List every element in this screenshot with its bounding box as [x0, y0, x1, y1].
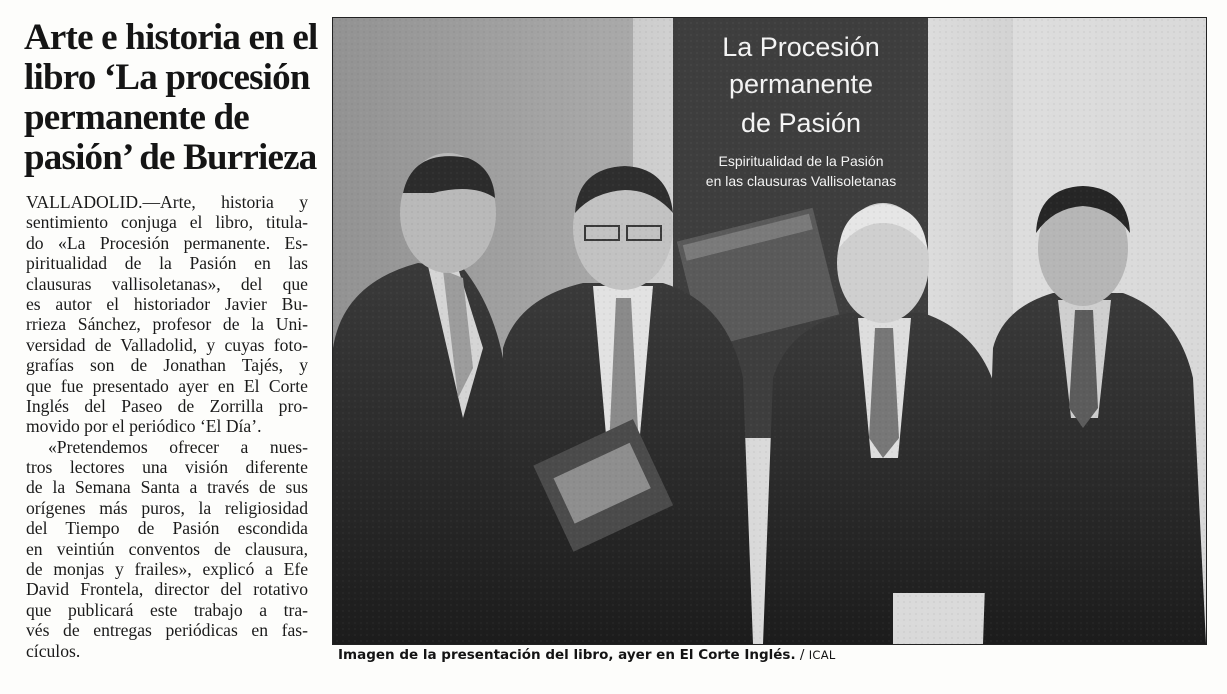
- headline-line: libro ‘La procesión: [24, 57, 310, 98]
- body-line: del Tiempo de Pasión escondida: [26, 518, 308, 539]
- body-line: que publicará este trabajo a tra-: [26, 599, 308, 620]
- body-line: rrieza Sánchez, profesor de la Uni-: [26, 314, 308, 335]
- headline-line: pasión’ de Burrieza: [24, 137, 317, 178]
- body-line: clausuras vallisoletanas», del que: [26, 273, 308, 294]
- body-line: grafías son de Jonathan Tajés, y: [26, 355, 308, 376]
- body-line: «Pretendemos ofrecer a nues-: [48, 436, 308, 457]
- body-line: orígenes más puros, la religiosidad: [26, 497, 308, 518]
- photo-caption: [338, 647, 836, 663]
- body-line: David Frontela, director del rotativo: [26, 579, 308, 600]
- body-line: que fue presentado ayer en El Corte: [26, 375, 308, 396]
- body-line: sentimiento conjuga el libro, titula-: [26, 212, 308, 233]
- caption-separator: /: [795, 647, 809, 663]
- body-line: Inglés del Paseo de Zorrilla pro-: [26, 395, 308, 416]
- presentation-photo: [332, 17, 1207, 645]
- body-line: en veintiún conventos de clausura,: [26, 538, 308, 559]
- body-line: movido por el periódico ‘El Día’.: [26, 416, 262, 437]
- body-line: es autor el historiador Javier Bu-: [26, 293, 308, 314]
- photo-credit: ICAL: [808, 648, 836, 662]
- body-line: do «La Procesión permanente. Es-: [26, 232, 308, 253]
- article-headline: [24, 18, 324, 178]
- headline-line: permanente de: [24, 97, 249, 138]
- body-line: cículos.: [26, 640, 81, 661]
- article-paragraph-1: [26, 192, 308, 437]
- caption-text: Imagen de la presentación del libro, ayer en El Corte Inglés.: [338, 647, 796, 663]
- body-line: piritualidad de la Pasión en las: [26, 253, 308, 274]
- article-body: [26, 192, 308, 661]
- photo-illustration: [333, 18, 1206, 644]
- body-line: de monjas y frailes», explicó a Efe: [26, 559, 308, 580]
- body-line: de la Semana Santa a través de sus: [26, 477, 308, 498]
- body-line: tros lectores una visión diferente: [26, 457, 308, 478]
- body-line: VALLADOLID.—Arte, historia y: [26, 192, 308, 212]
- body-line: vés de entregas periódicas en fas-: [26, 620, 308, 641]
- body-line: versidad de Valladolid, y cuyas foto-: [26, 334, 308, 355]
- headline-line: Arte e historia en el: [24, 17, 318, 58]
- article-paragraph-2: [26, 437, 308, 661]
